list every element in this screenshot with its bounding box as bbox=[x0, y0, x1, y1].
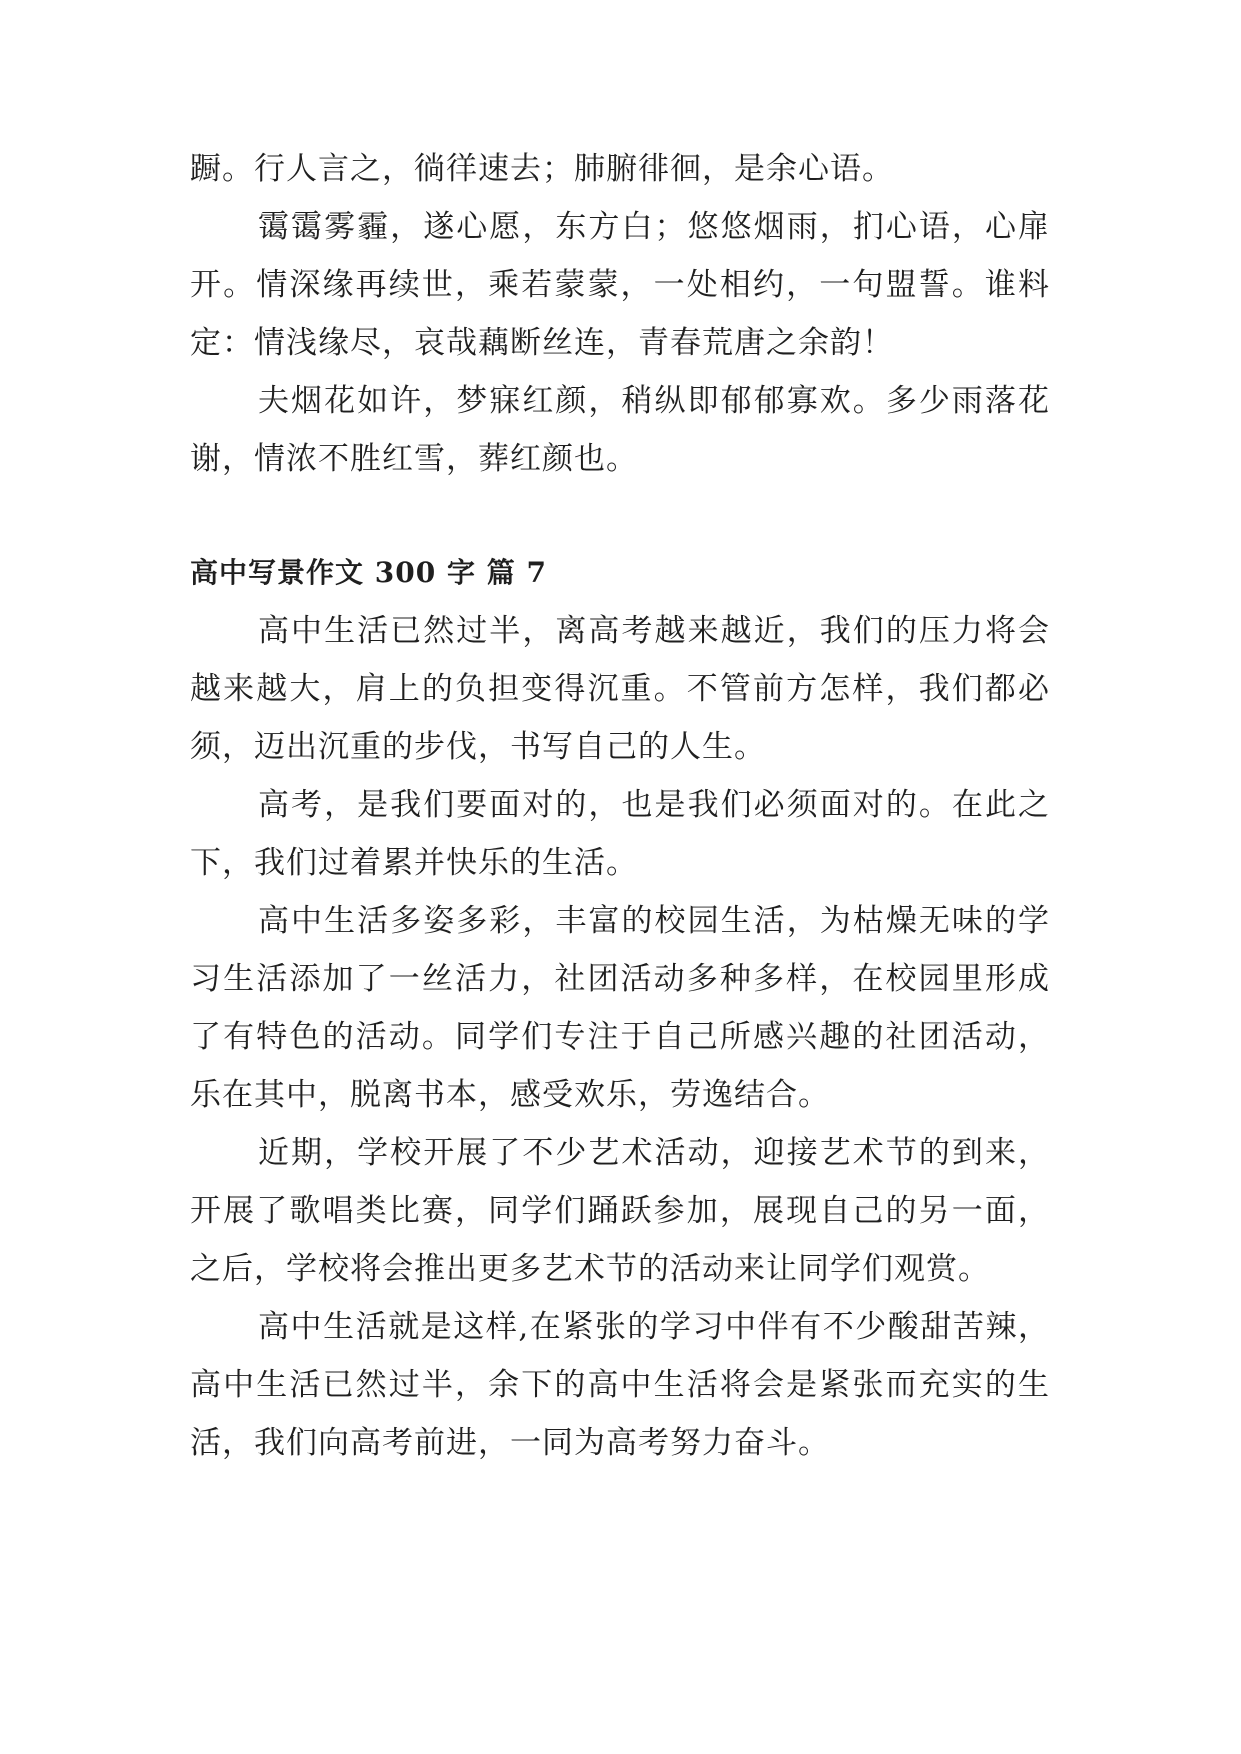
paragraph-continued: 蹰。行人言之，徜徉速去；肺腑徘徊，是余心语。 bbox=[190, 151, 894, 187]
paragraph: 高中生活多姿多彩，丰富的校园生活，为枯燥无味的学习生活添加了一丝活力，社团活动多种多样，在校园里形成了有特色的活动。同学们专注于自己所感兴趣的社团活动，乐在其中，脱离书本，感受欢乐，劳逸结合。 bbox=[190, 903, 1050, 1113]
paragraph: 近期，学校开展了不少艺术活动，迎接艺术节的到来，开展了歌唱类比赛，同学们踊跃参加，展现自己的另一面，之后，学校将会推出更多艺术节的活动来让同学们观赏。 bbox=[190, 1135, 1050, 1287]
paragraph: 高考，是我们要面对的，也是我们必须面对的。在此之下，我们过着累并快乐的生活。 bbox=[190, 787, 1050, 881]
paragraph: 高中生活就是这样,在紧张的学习中伴有不少酸甜苦辣，高中生活已然过半，余下的高中生活将会是紧张而充实的生活，我们向高考前进，一同为高考努力奋斗。 bbox=[190, 1309, 1050, 1461]
paragraph: 夫烟花如许，梦寐红颜，稍纵即郁郁寡欢。多少雨落花谢，情浓不胜红雪，葬红颜也。 bbox=[190, 383, 1050, 477]
document-page bbox=[190, 140, 1050, 1472]
paragraph: 高中生活已然过半，离高考越来越近，我们的压力将会越来越大，肩上的负担变得沉重。不管前方怎样，我们都必须，迈出沉重的步伐，书写自己的人生。 bbox=[190, 613, 1050, 765]
section-heading: 高中写景作文 300 字 篇 7 bbox=[190, 556, 547, 589]
paragraph: 霭霭雾霾，遂心愿，东方白；悠悠烟雨，扪心语，心扉开。情深缘再续世，乘若蒙蒙，一处相约，一句盟誓。谁料定：情浅缘尽，哀哉藕断丝连，青春荒唐之余韵！ bbox=[190, 209, 1050, 361]
